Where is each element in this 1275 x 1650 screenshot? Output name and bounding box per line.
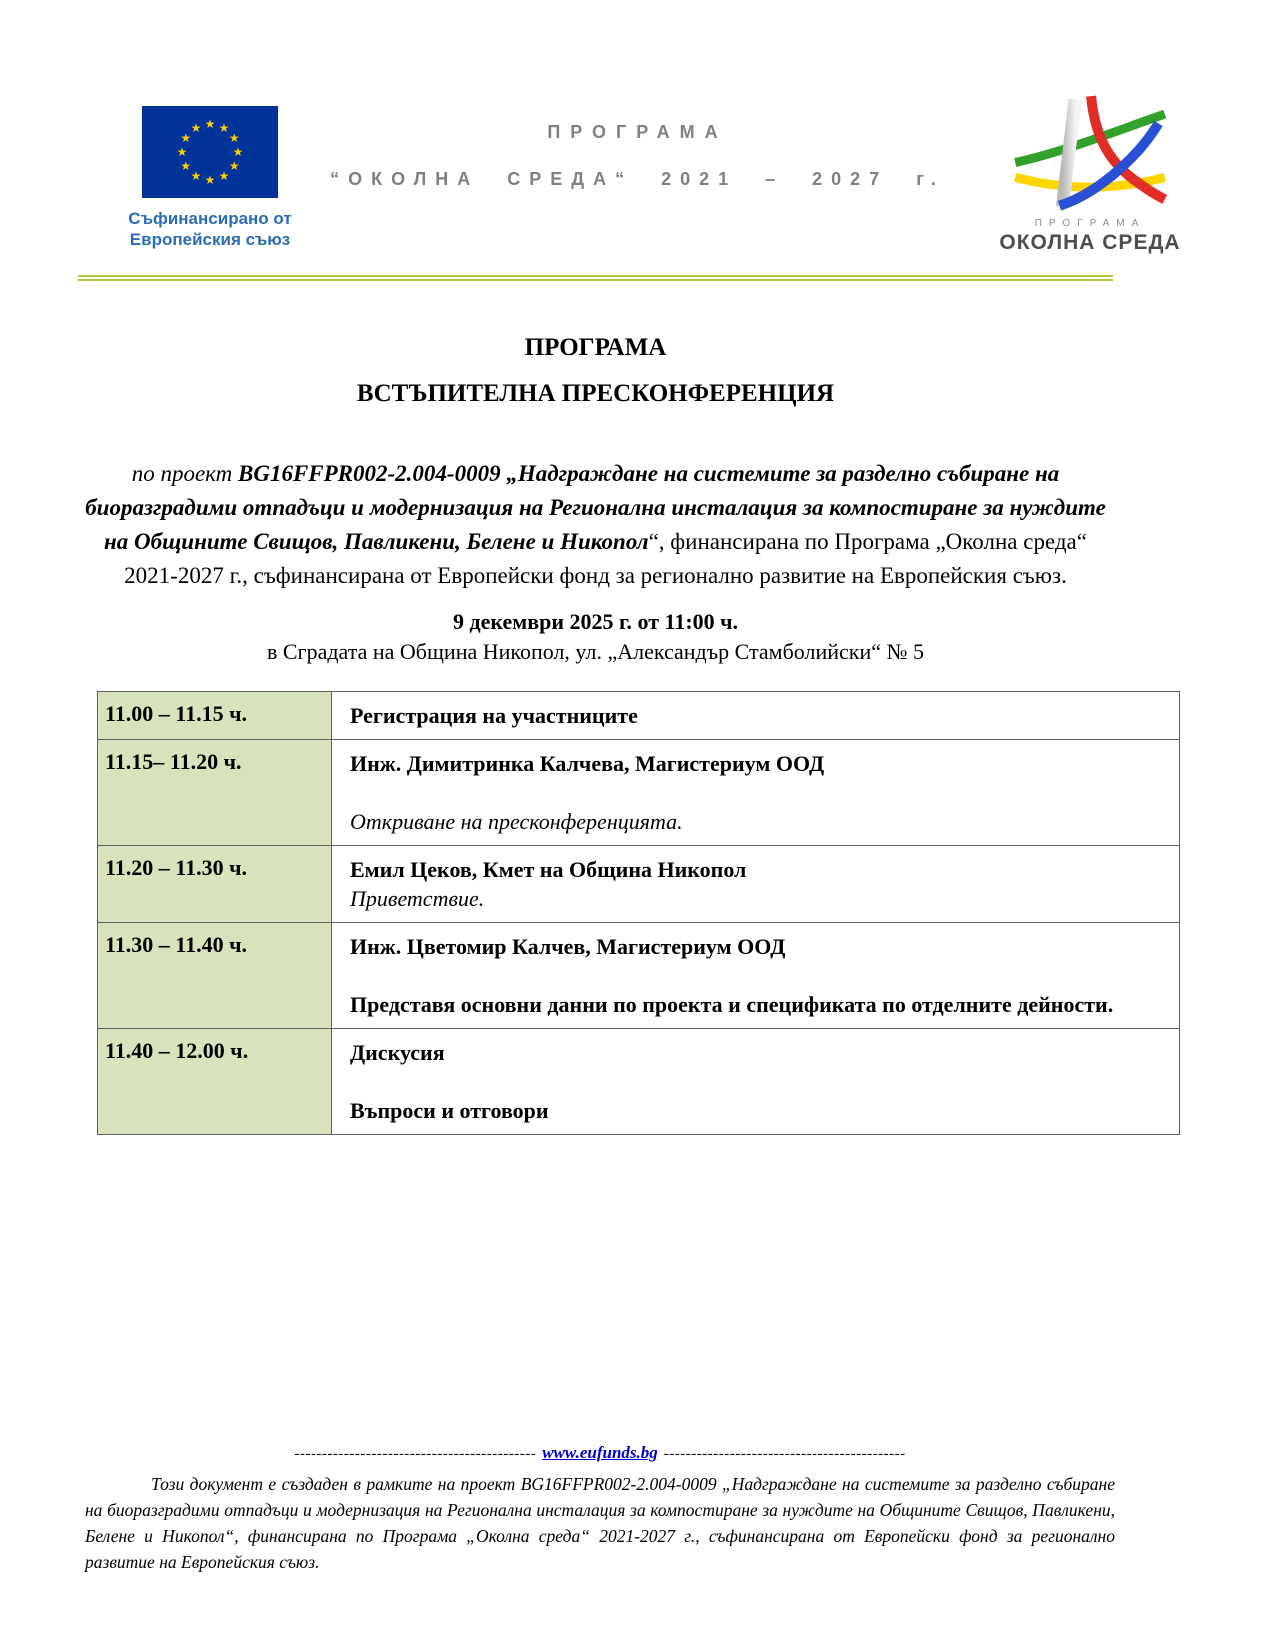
schedule-line: Емил Цеков, Кмет на Община Никопол xyxy=(350,857,747,882)
table-row xyxy=(98,923,1180,1029)
table-row xyxy=(98,846,1180,923)
table-row xyxy=(98,1029,1180,1135)
program-header-line1: ПРОГРАМА xyxy=(547,122,728,142)
os-logo-top-label: ПРОГРАМА xyxy=(1034,218,1146,229)
schedule-line xyxy=(350,778,1167,807)
description-cell xyxy=(332,923,1180,1029)
program-header-line2: “ОКОЛНА СРЕДА“ 2021 – 2027 г. xyxy=(330,169,945,189)
eu-caption-line1: Съфинансирано от xyxy=(128,209,292,228)
description-cell xyxy=(332,846,1180,923)
schedule-table xyxy=(97,691,1180,1135)
schedule-table-body xyxy=(98,692,1180,1135)
intro-project-name: BG16FFPR002-2.004-0009 „Надграждане на системите за разделно събиране на биоразградими отпадъци и модернизация на Регионална инсталация за компостиране за нуждите на Общините Свищов, Павликени, Белене и Никопол xyxy=(85,461,1106,554)
svg-text:★: ★ xyxy=(204,173,216,187)
schedule-line xyxy=(350,1067,1167,1096)
time-cell: 11.30 – 11.40 ч. xyxy=(98,923,332,1029)
eufunds-link[interactable]: www.eufunds.bg xyxy=(542,1443,658,1462)
page-title-line1: ПРОГРАМА xyxy=(524,334,667,361)
eu-logo xyxy=(120,100,300,251)
time-cell: 11.20 – 11.30 ч. xyxy=(98,846,332,923)
os-logo xyxy=(975,94,1205,255)
schedule-line: Дискусия xyxy=(350,1040,445,1065)
footer xyxy=(0,1443,1275,1575)
time-cell: 11.40 – 12.00 ч. xyxy=(98,1029,332,1135)
description-cell xyxy=(332,1029,1180,1135)
svg-text:★: ★ xyxy=(232,145,244,159)
description-cell xyxy=(332,692,1180,740)
svg-text:★: ★ xyxy=(228,131,240,145)
dashes-right: -------------------------------------------- xyxy=(663,1446,906,1462)
schedule-line: Приветствие. xyxy=(350,886,485,911)
svg-text:★: ★ xyxy=(204,117,216,131)
event-datetime: 9 декември 2025 г. от 11:00 ч. xyxy=(452,609,739,634)
header xyxy=(120,100,1205,255)
svg-text:★: ★ xyxy=(180,159,192,173)
os-logo-icon xyxy=(1011,94,1169,211)
header-divider xyxy=(78,275,1113,281)
table-row xyxy=(98,692,1180,740)
main-content xyxy=(78,325,1113,665)
schedule-line: Инж. Цветомир Калчев, Магистериум ООД xyxy=(350,934,786,959)
schedule-line: Откриване на пресконференцията. xyxy=(350,809,683,834)
page-title xyxy=(78,325,1113,417)
event-location: в Сградата на Община Никопол, ул. „Александър Стамболийски“ № 5 xyxy=(266,639,924,664)
time-cell: 11.15– 11.20 ч. xyxy=(98,740,332,846)
schedule-line: Представя основни данни по проекта и спецификата по отделните дейности. xyxy=(350,992,1114,1017)
svg-text:★: ★ xyxy=(218,169,230,184)
os-logo-bottom-label: ОКОЛНА СРЕДА xyxy=(999,231,1181,254)
svg-text:★: ★ xyxy=(180,131,192,145)
intro-prefix: по проект xyxy=(131,461,238,486)
eu-flag-icon xyxy=(142,106,278,198)
description-cell xyxy=(332,740,1180,846)
schedule-line xyxy=(350,961,1167,990)
schedule-line: Въпроси и отговори xyxy=(350,1098,549,1123)
svg-text:★: ★ xyxy=(228,159,240,173)
svg-text:★: ★ xyxy=(218,120,230,135)
intro-suffix: “, финансирана по Програма „Околна среда“ 2021-2027 г., съфинансирана от Европейски фонд за регионално развитие на Европейския съюз. xyxy=(124,529,1087,588)
eu-caption-line2: Европейския съюз xyxy=(129,230,291,250)
time-cell: 11.00 – 11.15 ч. xyxy=(98,692,332,740)
intro-paragraph xyxy=(78,457,1113,593)
table-row xyxy=(98,740,1180,846)
schedule-line: Регистрация на участниците xyxy=(350,703,638,728)
footer-disclaimer: Този документ е създаден в рамките на проект BG16FFPR002-2.004-0009 „Надграждане на системите за разделно събиране на биоразградими отпадъци и модернизация на Регионална инсталация за компостиране за нуждите на Общините Свищов, Павликени, Белене и Никопол“, финансирана по Програма „Околна среда“ 2021-2027 г., съфинансирана от Европейски фонд за регионално развитие на Европейския съюз. xyxy=(85,1474,1115,1572)
svg-text:★: ★ xyxy=(190,169,202,184)
svg-text:★: ★ xyxy=(190,120,202,135)
schedule-line: Инж. Димитринка Калчева, Магистериум ООД xyxy=(350,751,825,776)
program-header-text xyxy=(300,122,975,190)
dashes-left: -------------------------------------------- xyxy=(294,1446,537,1462)
svg-text:★: ★ xyxy=(176,145,188,159)
page-title-line2: ВСТЪПИТЕЛНА ПРЕСКОНФЕРЕНЦИЯ xyxy=(356,380,835,407)
eu-caption xyxy=(120,208,300,251)
eufunds-line xyxy=(85,1443,1115,1463)
